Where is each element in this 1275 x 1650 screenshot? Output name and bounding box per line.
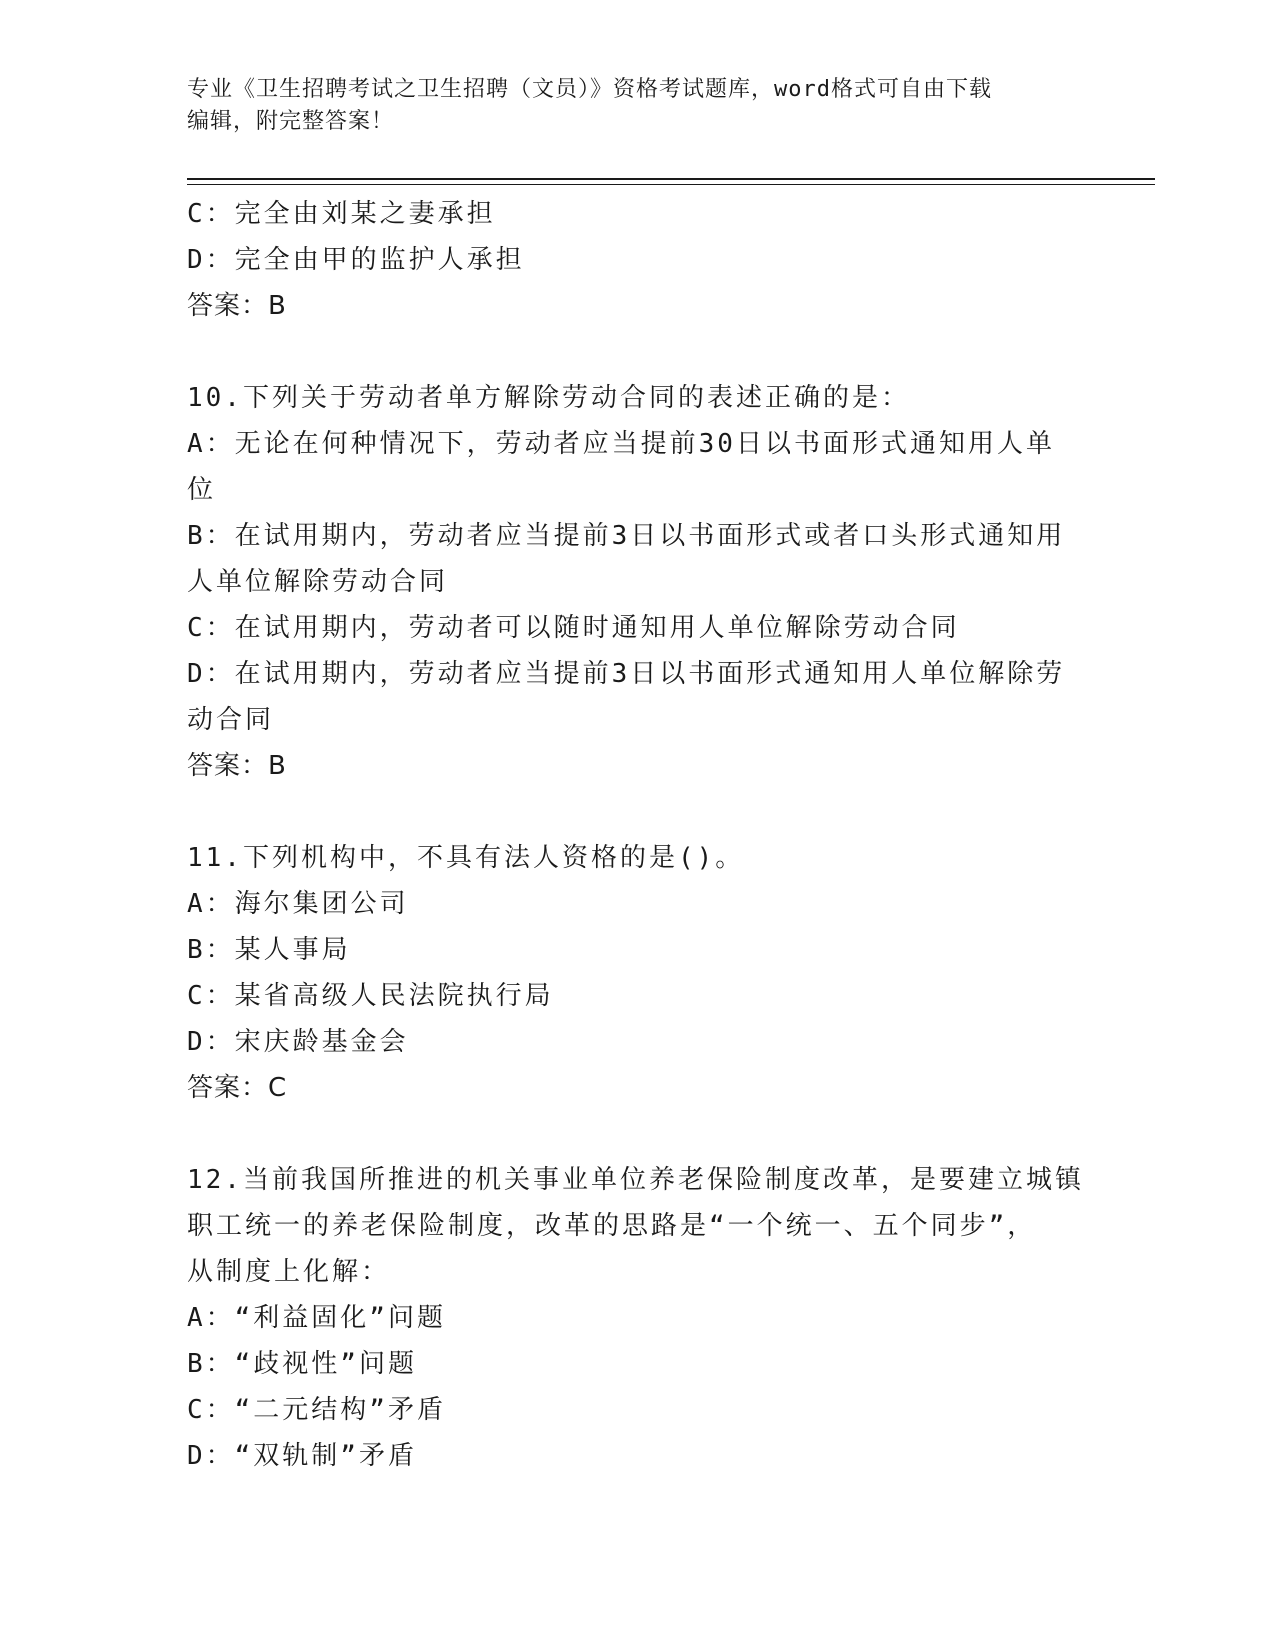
- question-9: [187, 191, 1087, 329]
- q10-option-b-line-1: B：在试用期内，劳动者应当提前3日以书面形式或者口头形式通知用: [187, 521, 1066, 551]
- q9-answer: 答案：B: [187, 291, 287, 321]
- q10-stem: 10.下列关于劳动者单方解除劳动合同的表述正确的是：: [187, 383, 910, 413]
- q11-option-c: C：某省高级人民法院执行局: [187, 981, 554, 1011]
- q10-option-c: C：在试用期内，劳动者可以随时通知用人单位解除劳动合同: [187, 613, 960, 643]
- q12-stem-line-3: 从制度上化解：: [187, 1257, 391, 1287]
- q11-stem: 11.下列机构中，不具有法人资格的是()。: [187, 843, 745, 873]
- q12-stem-line-2: 职工统一的养老保险制度，改革的思路是“一个统一、五个同步”，: [187, 1211, 1037, 1241]
- document-header: [187, 74, 1067, 138]
- question-content: [187, 191, 1087, 1479]
- q10-option-b-line-2: 人单位解除劳动合同: [187, 567, 449, 597]
- q11-option-b: B：某人事局: [187, 935, 351, 965]
- q11-option-d: D：宋庆龄基金会: [187, 1027, 409, 1057]
- q11-answer: 答案：C: [187, 1073, 288, 1103]
- q12-option-d: D：“双轨制”矛盾: [187, 1441, 417, 1471]
- q10-option-a-line-2: 位: [187, 475, 217, 505]
- header-line-1: 专业《卫生招聘考试之卫生招聘（文员）》资格考试题库，word格式可自由下载: [187, 77, 992, 102]
- q10-option-d-line-1: D：在试用期内，劳动者应当提前3日以书面形式通知用人单位解除劳: [187, 659, 1066, 689]
- q10-option-a-line-1: A：无论在何种情况下，劳动者应当提前30日以书面形式通知用人单: [187, 429, 1055, 459]
- header-divider-thick: [187, 178, 1155, 180]
- q11-option-a: A：海尔集团公司: [187, 889, 409, 919]
- spacer: [187, 1111, 1087, 1157]
- q9-option-d: D：完全由甲的监护人承担: [187, 245, 525, 275]
- q12-option-c: C：“二元结构”矛盾: [187, 1395, 446, 1425]
- header-divider-thin: [187, 184, 1155, 185]
- header-line-2: 编辑，附完整答案！: [187, 109, 395, 134]
- q12-stem-line-1: 12.当前我国所推进的机关事业单位养老保险制度改革，是要建立城镇: [187, 1165, 1084, 1195]
- q10-option-d-line-2: 动合同: [187, 705, 275, 735]
- question-11: [187, 835, 1087, 1111]
- q10-answer: 答案：B: [187, 751, 287, 781]
- spacer: [187, 789, 1087, 835]
- question-10: [187, 375, 1087, 789]
- question-12: [187, 1157, 1087, 1479]
- q12-option-b: B：“歧视性”问题: [187, 1349, 417, 1379]
- q9-option-c: C：完全由刘某之妻承担: [187, 199, 496, 229]
- q12-option-a: A：“利益固化”问题: [187, 1303, 446, 1333]
- spacer: [187, 329, 1087, 375]
